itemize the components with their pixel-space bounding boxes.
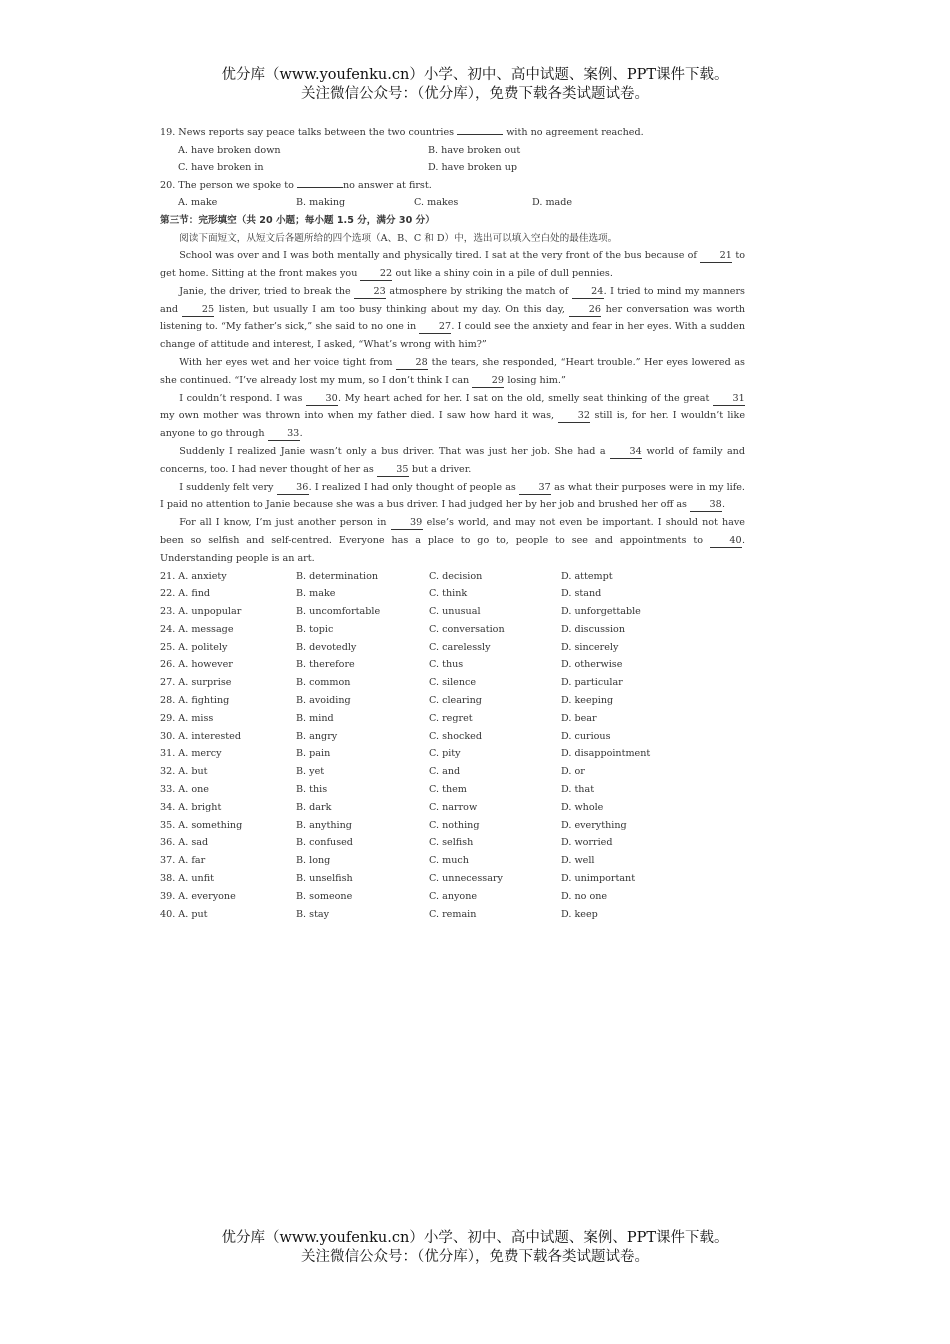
option-b: B. long: [296, 855, 331, 867]
option-c: C. anyone: [429, 890, 478, 902]
passage-text: still is, for her. I wouldn’t like anyone to go through: [160, 410, 745, 440]
option-d: D. attempt: [561, 570, 613, 582]
passage-paragraph: [160, 514, 745, 567]
question-row-31: [160, 745, 745, 763]
option-a: 24. A. message: [160, 623, 234, 635]
option-b: B. this: [296, 784, 328, 796]
option-c: C. conversation: [429, 623, 505, 635]
passage-text: to get home. Sitting at the front makes you: [160, 250, 745, 279]
option-a: 25. A. politely: [160, 641, 228, 653]
banner-line-2: 关注微信公众号：（优分库），免费下载各类试题试卷。: [301, 1249, 649, 1265]
option-a: 37. A. far: [160, 855, 206, 867]
blank-39: 39: [391, 517, 423, 530]
blank-28: 28: [396, 357, 428, 370]
option-c: C. carelessly: [429, 641, 491, 653]
option-a: 34. A. bright: [160, 801, 222, 813]
question-row-30: [160, 728, 745, 746]
option-a: 39. A. everyone: [160, 890, 236, 902]
option-a: 29. A. miss: [160, 712, 214, 724]
option-d: D. whole: [561, 801, 604, 813]
blank-32: 32: [558, 410, 590, 423]
option-a: 30. A. interested: [160, 730, 241, 742]
passage-text: else’s world, and may not even be important. I should not have been so selfish and self-centred. Everyone has a place to go to, people to see and appointments to: [160, 517, 745, 546]
option-b: B. devotedly: [296, 641, 357, 653]
question-20-options: [160, 194, 745, 212]
passage-paragraph: [160, 443, 745, 479]
passage-paragraph: [160, 479, 745, 515]
option-c: C. think: [429, 588, 468, 600]
option-d: D. keeping: [561, 695, 614, 707]
passage-text: . My heart ached for her. I sat on the old, smelly seat thinking of the great: [338, 392, 714, 404]
passage-text: .: [722, 499, 726, 511]
blank-30: 30: [306, 393, 338, 406]
option-a: 21. A. anxiety: [160, 570, 227, 582]
passage-text: . I realized I had only thought of people as: [308, 481, 519, 493]
option-b: B. common: [296, 677, 351, 689]
blank-23: 23: [354, 286, 386, 299]
option-c: C. makes: [414, 197, 459, 209]
option-b: B. confused: [296, 837, 353, 849]
question-row-34: [160, 799, 745, 817]
option-b: B. making: [296, 197, 346, 209]
option-a: 31. A. mercy: [160, 748, 222, 760]
question-row-33: [160, 781, 745, 799]
option-d: D. well: [561, 855, 595, 867]
question-row-23: [160, 603, 745, 621]
question-row-36: [160, 834, 745, 852]
option-b: B. uncomfortable: [296, 606, 381, 618]
option-a: 40. A. put: [160, 908, 208, 920]
option-b: B. avoiding: [296, 695, 351, 707]
question-row-27: [160, 674, 745, 692]
passage-text: .: [299, 428, 303, 440]
passage-paragraph: [160, 354, 745, 390]
answer-blank: [297, 177, 343, 188]
option-d: D. unimportant: [561, 873, 636, 885]
section-instruction: 阅读下面短文，从短文后各题所给的四个选项（A、B、C 和 D）中，选出可以填入空白处的最佳选项。: [179, 232, 618, 244]
passage-text: world of family and concerns, too. I had never thought of her as: [160, 445, 745, 475]
blank-35: 35: [377, 464, 409, 477]
passage-text: I couldn’t respond. I was: [179, 392, 307, 404]
option-d: D. worried: [561, 837, 613, 849]
option-b: B. have broken out: [428, 144, 521, 156]
option-a: 38. A. unfit: [160, 873, 214, 885]
option-d: D. otherwise: [561, 659, 623, 671]
option-c: C. pity: [429, 748, 461, 760]
blank-34: 34: [610, 446, 642, 459]
option-d: D. everything: [561, 819, 627, 831]
banner-line-1: 优分库（www.youfenku.cn）小学、初中、高中试题、案例、PPT课件下载。: [221, 1230, 729, 1246]
passage-text: For all I know, I’m just another person in: [179, 517, 391, 529]
option-c: C. silence: [429, 677, 477, 689]
passage-text: atmosphere by striking the match of: [386, 285, 572, 297]
blank-22: 22: [360, 268, 392, 281]
option-a: 23. A. unpopular: [160, 606, 242, 618]
option-b: B. angry: [296, 730, 338, 742]
option-d: D. or: [561, 766, 585, 778]
blank-33: 33: [268, 428, 300, 441]
passage-text: I suddenly felt very: [179, 481, 277, 493]
option-c: C. have broken in: [178, 162, 264, 174]
passage-text: my own mother was thrown into when my father died. I saw how hard it was,: [160, 410, 559, 422]
option-a: 22. A. find: [160, 588, 211, 600]
footer-banner: [0, 1229, 950, 1267]
option-b: B. anything: [296, 819, 352, 831]
option-c: C. remain: [429, 908, 477, 920]
blank-27: 27: [419, 321, 451, 334]
option-c: C. unnecessary: [429, 873, 503, 885]
passage-text: out like a shiny coin in a pile of dull pennies.: [392, 267, 613, 279]
option-a: A. make: [178, 197, 218, 209]
option-a: 32. A. but: [160, 766, 208, 778]
option-a: 28. A. fighting: [160, 695, 230, 707]
question-row-21: [160, 568, 745, 586]
banner-line-2: 关注微信公众号：（优分库），免费下载各类试题试卷。: [301, 86, 649, 102]
blank-40: 40: [710, 535, 742, 548]
option-a: 33. A. one: [160, 784, 209, 796]
option-d: D. have broken up: [428, 162, 518, 174]
question-19-options-row-2: [160, 159, 745, 177]
passage-text: School was over and I was both mentally and physically tired. I sat at the very front of the bus because of: [179, 250, 701, 262]
question-20-stem: 20. The person we spoke to no answer at first.: [160, 177, 745, 195]
blank-37: 37: [519, 482, 551, 495]
question-row-37: [160, 852, 745, 870]
option-d: D. unforgettable: [561, 606, 641, 618]
answer-blank: [457, 124, 503, 135]
question-19-stem: 19. News reports say peace talks between the two countries with no agreement reached.: [160, 124, 745, 142]
question-row-32: [160, 763, 745, 781]
option-d: D. keep: [561, 908, 598, 920]
option-a: A. have broken down: [178, 144, 281, 156]
option-c: C. selfish: [429, 837, 474, 849]
option-a: 27. A. surprise: [160, 677, 232, 689]
question-row-25: [160, 639, 745, 657]
option-b: B. mind: [296, 712, 334, 724]
passage-text: Janie, the driver, tried to break the: [179, 285, 355, 297]
option-c: C. decision: [429, 570, 483, 582]
option-c: C. nothing: [429, 819, 480, 831]
option-c: C. them: [429, 784, 467, 796]
question-options-table: [160, 568, 745, 924]
blank-24: 24: [572, 286, 604, 299]
question-19-options-row-1: [160, 142, 745, 160]
passage-text: her conversation was worth listening to. “My father’s sick,” she said to no one in: [160, 303, 746, 333]
option-a: 35. A. something: [160, 819, 243, 831]
question-row-39: [160, 888, 745, 906]
passage-text: but a driver.: [408, 463, 472, 475]
passage-text: losing him.”: [504, 374, 566, 386]
option-a: 26. A. however: [160, 659, 233, 671]
exam-content: [160, 124, 745, 923]
option-d: D. made: [532, 197, 573, 209]
option-b: B. topic: [296, 623, 334, 635]
question-row-24: [160, 621, 745, 639]
passage-text: . I tried to mind my manners and: [160, 285, 745, 315]
option-b: B. someone: [296, 890, 353, 902]
passage-text: as what their purposes were in my life. I paid no attention to Janie because she was a bus driver. I had judged her by her job and brushed her off as: [160, 481, 745, 511]
passage-text: . I could see the anxiety and fear in her eyes. With a sudden change of attitude and interest, I asked, “What’s wrong with him?”: [160, 321, 746, 351]
option-d: D. discussion: [561, 623, 626, 635]
question-row-22: [160, 585, 745, 603]
section-heading: 第三节：完形填空（共 20 小题；每小题 1.5 分，满分 30 分）: [160, 214, 435, 226]
passage-text: Suddenly I realized Janie wasn’t only a bus driver. That was just her job. She had a: [179, 445, 611, 457]
option-b: B. yet: [296, 766, 325, 778]
question-row-35: [160, 817, 745, 835]
option-d: D. stand: [561, 588, 602, 600]
option-b: B. stay: [296, 908, 330, 920]
option-b: B. dark: [296, 801, 332, 813]
passage-paragraph: [160, 283, 745, 354]
passage-text: With her eyes wet and her voice tight from: [179, 356, 397, 368]
question-row-26: [160, 656, 745, 674]
option-c: C. thus: [429, 659, 464, 671]
option-b: B. pain: [296, 748, 331, 760]
blank-29: 29: [472, 375, 504, 388]
blank-21: 21: [700, 250, 732, 263]
option-b: B. therefore: [296, 659, 355, 671]
blank-38: 38: [690, 499, 722, 512]
question-row-38: [160, 870, 745, 888]
cloze-passage: [160, 247, 745, 567]
option-d: D. sincerely: [561, 641, 619, 653]
option-a: 36. A. sad: [160, 837, 209, 849]
option-b: B. make: [296, 588, 336, 600]
question-row-28: [160, 692, 745, 710]
option-c: C. narrow: [429, 801, 478, 813]
option-c: C. regret: [429, 712, 473, 724]
passage-paragraph: [160, 247, 745, 283]
option-c: C. unusual: [429, 606, 481, 618]
question-row-40: [160, 906, 745, 924]
passage-text: the tears, she responded, “Heart trouble.” Her eyes lowered as she continued. “I’ve already lost my mum, so I don’t think I can: [160, 356, 745, 386]
option-c: C. shocked: [429, 730, 482, 742]
option-c: C. much: [429, 855, 469, 867]
blank-31: 31: [713, 393, 745, 406]
option-c: C. clearing: [429, 695, 482, 707]
option-d: D. no one: [561, 890, 608, 902]
option-b: B. unselfish: [296, 873, 353, 885]
blank-36: 36: [277, 482, 309, 495]
passage-text: . Understanding people is an art.: [160, 534, 745, 564]
passage-text: listen, but usually I am too busy thinking about my day. On this day,: [214, 303, 570, 315]
blank-25: 25: [182, 304, 214, 317]
blank-26: 26: [569, 304, 601, 317]
passage-paragraph: [160, 390, 745, 443]
option-d: D. curious: [561, 730, 611, 742]
banner-line-1: 优分库（www.youfenku.cn）小学、初中、高中试题、案例、PPT课件下载。: [221, 67, 729, 83]
option-c: C. and: [429, 766, 461, 778]
option-b: B. determination: [296, 570, 379, 582]
option-d: D. bear: [561, 712, 597, 724]
option-d: D. particular: [561, 677, 623, 689]
option-d: D. disappointment: [561, 748, 651, 760]
header-banner: [0, 66, 950, 104]
option-d: D. that: [561, 784, 595, 796]
question-row-29: [160, 710, 745, 728]
